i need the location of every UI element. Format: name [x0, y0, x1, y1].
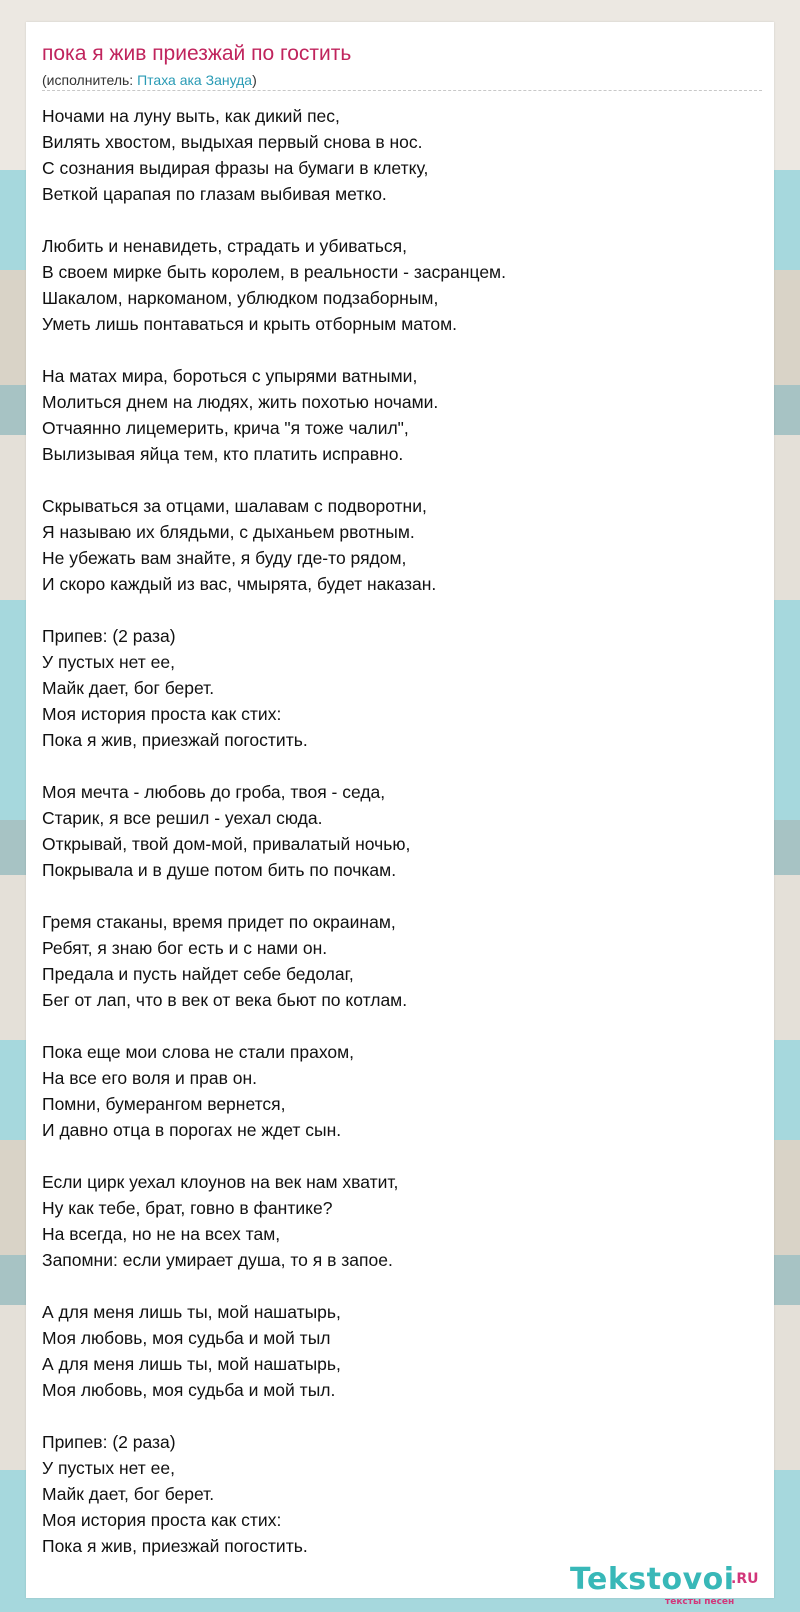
lyrics-line: С сознания выдирая фразы на бумаги в клетку,: [42, 158, 429, 178]
lyrics-line: Покрывала и в душе потом бить по почкам.: [42, 860, 397, 880]
lyrics-line: На матах мира, бороться с упырями ватными,: [42, 366, 418, 386]
lyrics-line: На все его воля и прав он.: [42, 1068, 257, 1088]
lyrics-stanza: [42, 363, 762, 467]
lyrics-stanza: [42, 493, 762, 597]
lyrics-line: Если цирк уехал клоунов на век нам хватит,: [42, 1172, 399, 1192]
lyrics-line: Не убежать вам знайте, я буду где-то рядом,: [42, 548, 407, 568]
lyrics-line: Вилять хвостом, выдыхая первый снова в нос.: [42, 132, 423, 152]
lyrics-stanza: [42, 1169, 762, 1273]
lyrics-line: Пока я жив, приезжай погостить.: [42, 730, 308, 750]
lyrics-line: Припев: (2 раза): [42, 1432, 176, 1452]
lyrics-line: Уметь лишь понтаваться и крыть отборным матом.: [42, 314, 458, 334]
lyrics-line: Вылизывая яйца тем, кто платить исправно.: [42, 444, 404, 464]
lyrics-line: И скоро каждый из вас, чмырята, будет наказан.: [42, 574, 437, 594]
title-divider: [42, 90, 762, 91]
lyrics-stanza: [42, 103, 762, 207]
lyrics-card: [26, 22, 774, 1607]
lyrics-stanza: [42, 909, 762, 1013]
lyrics-line: Моя любовь, моя судьба и мой тыл.: [42, 1380, 336, 1400]
lyrics-line: Скрываться за отцами, шалавам с подворотни,: [42, 496, 427, 516]
lyrics-stanza: [42, 1429, 762, 1559]
site-logo[interactable]: [570, 1562, 770, 1607]
lyrics-line: Моя мечта - любовь до гроба, твоя - седа,: [42, 782, 386, 802]
lyrics-line: Ночами на луну выть, как дикий пес,: [42, 106, 340, 126]
lyrics-body: [42, 103, 762, 1585]
lyrics-line: И давно отца в порогах не ждет сын.: [42, 1120, 342, 1140]
lyrics-stanza: [42, 1299, 762, 1403]
lyrics-line: Ну как тебе, брат, говно в фантике?: [42, 1198, 333, 1218]
lyrics-line: Моя история проста как стих:: [42, 704, 282, 724]
lyrics-line: На всегда, но не на всех там,: [42, 1224, 281, 1244]
artist-suffix: ): [252, 72, 257, 88]
lyrics-line: Молиться днем на людях, жить похотью ночами.: [42, 392, 439, 412]
lyrics-line: Пока я жив, приезжай погостить.: [42, 1536, 308, 1556]
lyrics-stanza: [42, 233, 762, 337]
lyrics-line: Запомни: если умирает душа, то я в запое.: [42, 1250, 393, 1270]
lyrics-line: Любить и ненавидеть, страдать и убиваться,: [42, 236, 407, 256]
artist-link[interactable]: Птаха ака Зануда: [137, 72, 253, 88]
logo-text: Tekstovoi: [570, 1562, 735, 1597]
lyrics-line: Гремя стаканы, время придет по окраинам,: [42, 912, 396, 932]
lyrics-line: Я называю их блядьми, с дыханьем рвотным.: [42, 522, 415, 542]
lyrics-stanza: [42, 623, 762, 753]
lyrics-line: Припев: (2 раза): [42, 626, 176, 646]
lyrics-line: В своем мирке быть королем, в реальности - засранцем.: [42, 262, 506, 282]
lyrics-line: Открывай, твой дом-мой, привалатый ночью,: [42, 834, 411, 854]
lyrics-line: У пустых нет ее,: [42, 652, 175, 672]
lyrics-line: Предала и пусть найдет себе бедолаг,: [42, 964, 354, 984]
lyrics-line: Шакалом, наркоманом, ублюдком подзаборным,: [42, 288, 439, 308]
song-title: пока я жив приезжай по гостить: [42, 42, 352, 65]
lyrics-line: А для меня лишь ты, мой нашатырь,: [42, 1302, 341, 1322]
lyrics-line: Помни, бумерангом вернется,: [42, 1094, 286, 1114]
lyrics-line: Моя любовь, моя судьба и мой тыл: [42, 1328, 331, 1348]
lyrics-line: Ребят, я знаю бог есть и с нами он.: [42, 938, 328, 958]
lyrics-line: Майк дает, бог берет.: [42, 678, 215, 698]
lyrics-line: Майк дает, бог берет.: [42, 1484, 215, 1504]
lyrics-stanza: [42, 779, 762, 883]
lyrics-line: Отчаянно лицемерить, крича "я тоже чалил",: [42, 418, 409, 438]
lyrics-line: У пустых нет ее,: [42, 1458, 175, 1478]
lyrics-line: Моя история проста как стих:: [42, 1510, 282, 1530]
lyrics-line: А для меня лишь ты, мой нашатырь,: [42, 1354, 341, 1374]
lyrics-line: Веткой царапая по глазам выбивая метко.: [42, 184, 387, 204]
lyrics-stanza: [42, 1039, 762, 1143]
lyrics-line: Пока еще мои слова не стали прахом,: [42, 1042, 354, 1062]
artist-prefix: (исполнитель:: [42, 72, 138, 88]
artist-line: [42, 72, 257, 88]
logo-subtitle: тексты песен: [665, 1597, 735, 1607]
logo-tld: .RU: [731, 1571, 759, 1587]
lyrics-line: Старик, я все решил - уехал сюда.: [42, 808, 323, 828]
lyrics-line: Бег от лап, что в век от века бьют по котлам.: [42, 990, 408, 1010]
